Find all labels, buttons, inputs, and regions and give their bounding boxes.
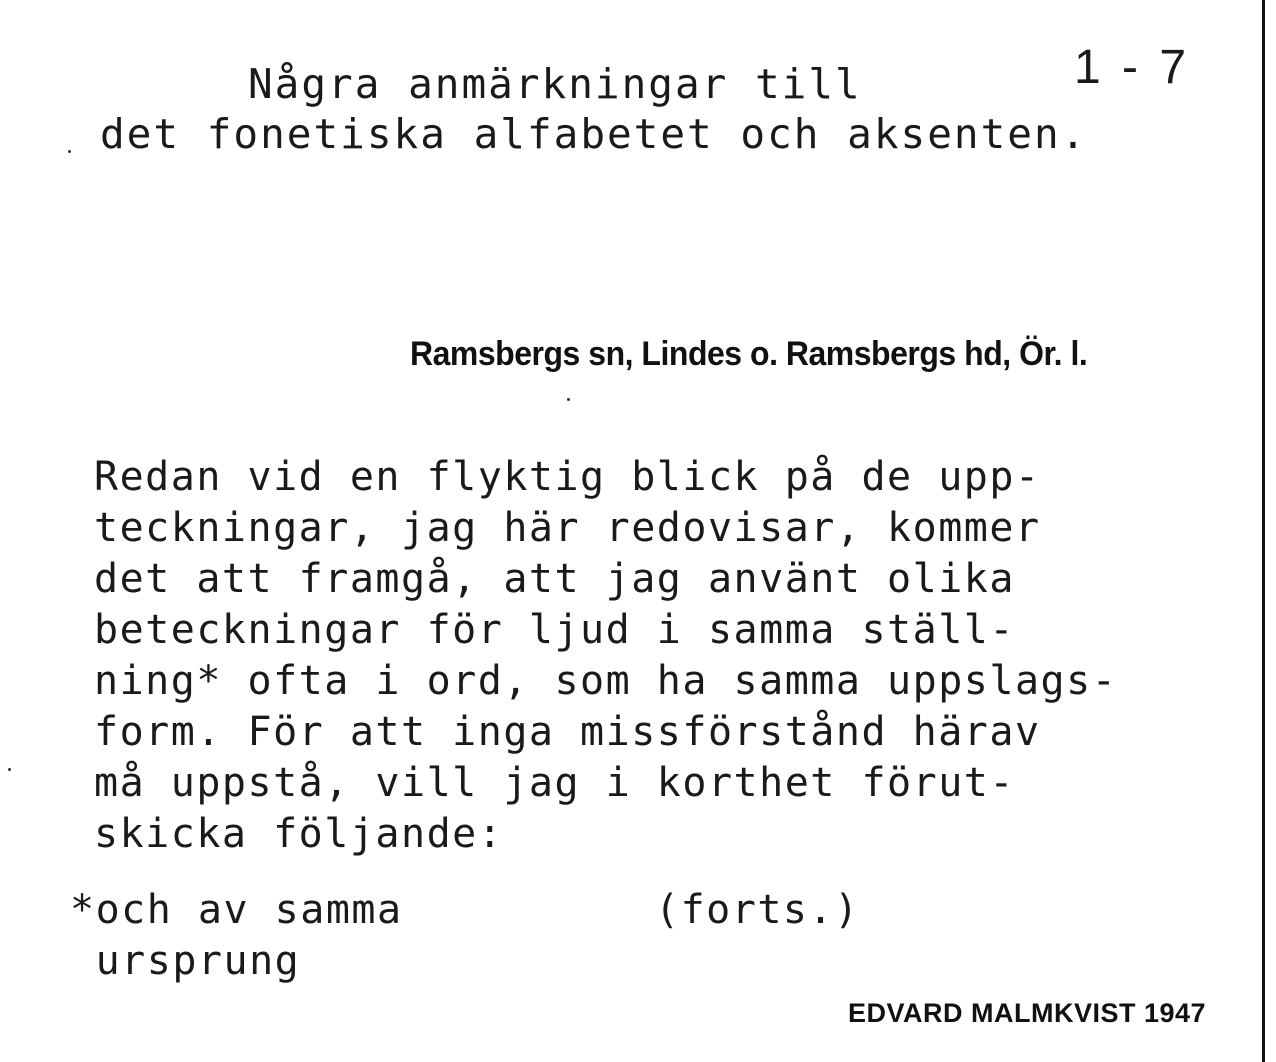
card-number: 1 - 7 xyxy=(1074,41,1191,94)
body-line: Redan vid en flyktig blick på de upp- xyxy=(94,454,1041,500)
body-line: form. För att inga missförstånd härav xyxy=(94,709,1041,755)
card-edge xyxy=(1262,0,1265,1062)
body-line: beteckningar för ljud i samma ställ- xyxy=(94,607,1015,653)
footnote-line: *och av samma xyxy=(70,887,403,933)
body-text xyxy=(94,452,1117,860)
signature: EDVARD MALMKVIST 1947 xyxy=(848,998,1207,1028)
footnote-line: ursprung xyxy=(70,938,301,984)
continued-note: (forts.) xyxy=(655,887,860,933)
body-line: teckningar, jag här redovisar, kommer xyxy=(94,505,1041,551)
speck xyxy=(567,398,570,401)
speck xyxy=(68,150,71,153)
title-line-2: det fonetiska alfabetet och aksenten. xyxy=(100,110,1088,158)
body-line: det att framgå, att jag använt olika xyxy=(94,556,1015,602)
speck xyxy=(8,768,11,771)
body-line: må uppstå, vill jag i korthet förut- xyxy=(94,760,1015,806)
place-heading: Ramsbergs sn, Lindes o. Ramsbergs hd, Ör. l. xyxy=(410,335,1088,373)
body-line: ning* ofta i ord, som ha samma uppslags- xyxy=(94,658,1118,704)
footnote xyxy=(70,885,403,987)
body-line: skicka följande: xyxy=(94,811,504,857)
title-line-1: Några anmärkningar till xyxy=(248,60,862,108)
